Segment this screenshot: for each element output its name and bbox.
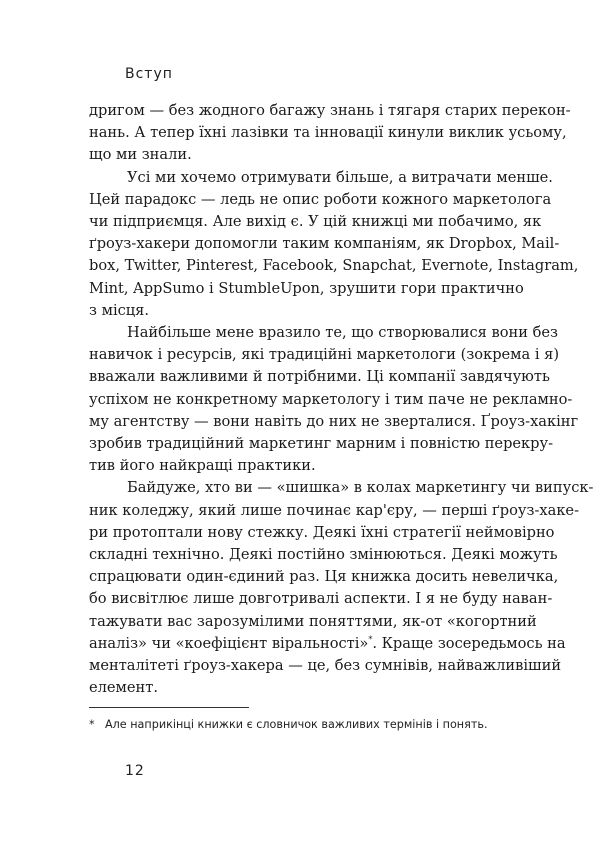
footnote <box>89 718 513 731</box>
text-line: вважали важливими й потрібними. Ці компанії завдячують <box>89 368 550 386</box>
text-line: ри протоптали нову стежку. Деякі їхні стратегії неймовірно <box>89 523 555 541</box>
text-line: Найбільше мене вразило те, що створювалися вони без <box>127 324 558 342</box>
text-line: менталітеті ґроуз-хакера — це, без сумнівів, найважливіший <box>89 657 562 675</box>
text-line: аналіз» чи «коефіцієнт віральності»*. Краще зосередьмось на <box>89 634 566 652</box>
text-line: чи підприємця. Але вихід є. У цій книжці ми побачимо, як <box>89 213 542 231</box>
text-line: Mint, AppSumo і StumbleUpon, зрушити гори практично <box>89 279 524 297</box>
text-line: му агентству — вони навіть до них не зверталися. Ґроуз-хакінг <box>89 412 579 430</box>
text-line: елемент. <box>89 679 158 697</box>
footnote-text: Але наприкінці книжки є словничок важливих термінів і понять. <box>105 718 488 731</box>
text-line: ґроуз-хакери допомогли таким компаніям, як Dropbox, Mail- <box>89 235 560 253</box>
text-line: Байдуже, хто ви — «шишка» в колах маркетингу чи випуск- <box>127 479 594 497</box>
text-line: тив його найкращі практики. <box>89 457 316 475</box>
text-line: box, Twitter, Pinterest, Facebook, Snapchat, Evernote, Instagram, <box>89 257 579 275</box>
body-text <box>89 100 594 699</box>
text-line: дригом — без жодного багажу знань і тягаря старих перекон- <box>89 102 571 119</box>
footnote-reference: * <box>368 635 373 645</box>
text-line: що ми знали. <box>89 146 192 164</box>
text-line: Цей парадокс — ледь не опис роботи кожного маркетолога <box>89 190 552 208</box>
page-number: 12 <box>125 763 145 779</box>
footnote-mark: * <box>89 718 95 731</box>
text-line: тажувати вас зарозумілими поняттями, як-от «когортний <box>89 612 537 630</box>
text-line: нань. А тепер їхні лазівки та інновації кинули виклик усьому, <box>89 124 567 142</box>
text-line: ник коледжу, який лише починає кар'єру, — перші ґроуз-хаке- <box>89 501 580 519</box>
text-line: з місця. <box>89 301 150 319</box>
text-line: складні технічно. Деякі постійно змінюються. Деякі можуть <box>89 546 558 564</box>
text-line: спрацювати один-єдиний раз. Ця книжка досить невеличка, <box>89 568 559 586</box>
text-line: успіхом не конкретному маркетологу і тим паче не рекламно- <box>89 390 573 408</box>
text-line: Усі ми хочемо отримувати більше, а витрачати менше. <box>127 168 553 186</box>
text-line: бо висвітлює лише довготривалі аспекти. І я не буду наван- <box>89 590 553 608</box>
running-head: Вступ <box>125 66 173 82</box>
text-line: зробив традиційний маркетинг марним і повністю перекру- <box>89 435 554 453</box>
footnote-divider <box>89 707 249 708</box>
text-line: навичок і ресурсів, які традиційні маркетологи (зокрема і я) <box>89 346 560 364</box>
